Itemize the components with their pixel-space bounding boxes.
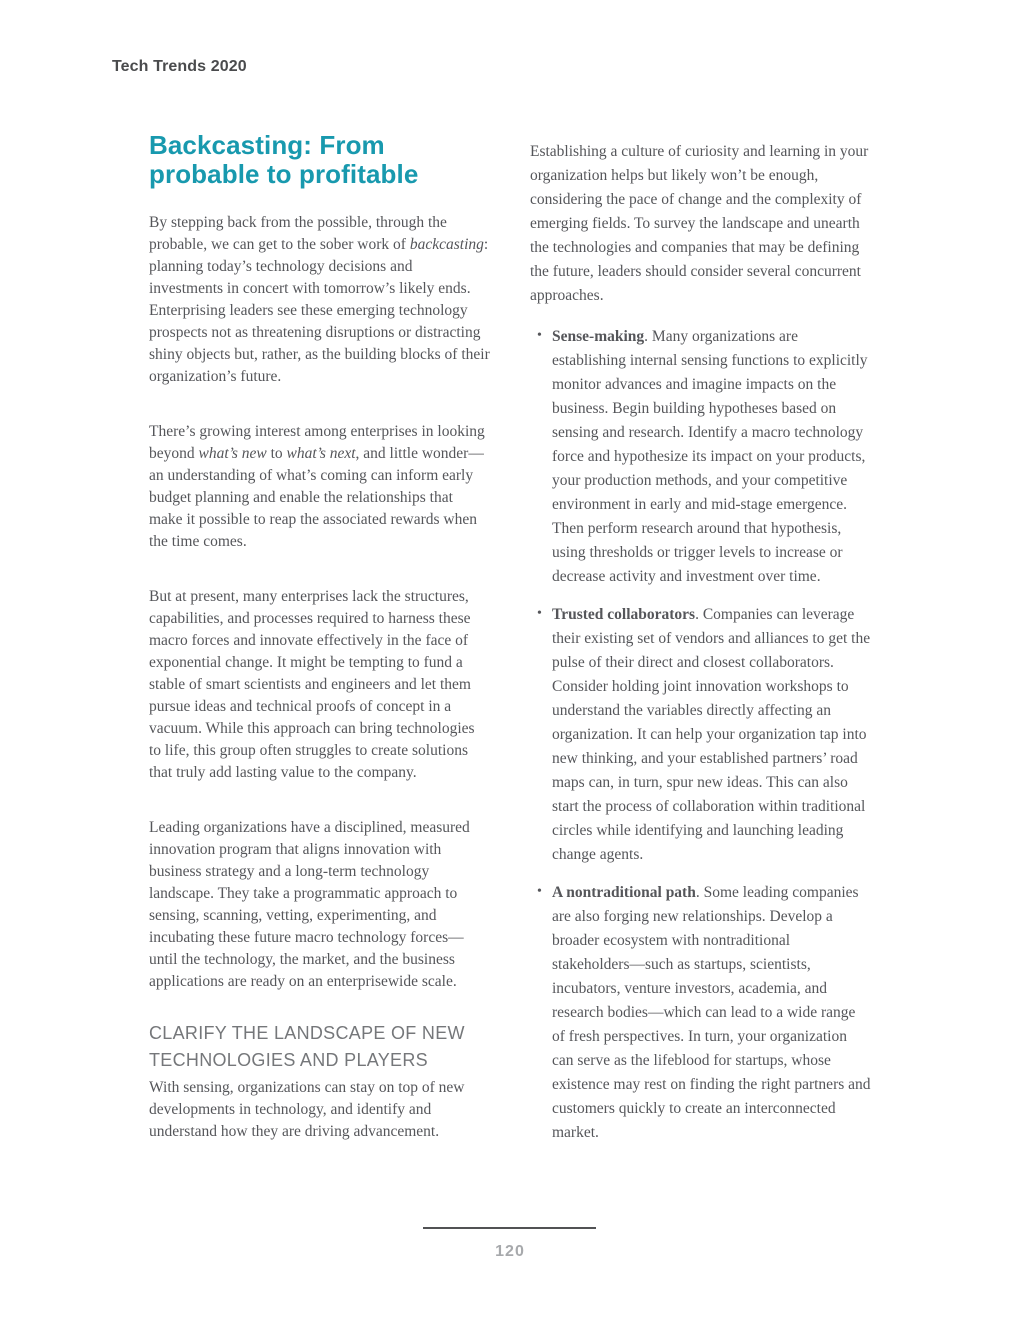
bullet-lead: Trusted collaborators — [552, 606, 696, 623]
paragraph-establishing-culture: Establishing a culture of curiosity and learning in your organization helps but likely won’t be enough, considering the pace of change and the complexity of emerging fields. To survey the landscape and unearth the technologies and companies that may be defining the future, leaders should consider several concurrent approaches. — [530, 143, 869, 304]
right-column — [530, 131, 871, 1145]
bullet-text: . Companies can leverage their existing set of vendors and alliances to get the pulse of their direct and closest collaborators. Consider holding joint innovation workshops to understand the variables directly affecting an organization. It can help your organization tap into new thinking, and your established partners’ road maps can, in turn, spur new ideas. This can also start the process of collaboration within traditional circles while identifying and launching leading change agents. — [552, 606, 871, 863]
bullet-text: . Some leading companies are also forging new relationships. Develop a broader ecosystem with nontraditional stakeholders—such as startups, scientists, incubators, venture investors, academia, and research bodies—which can lead to a wide range of fresh perspectives. In turn, your organization can serve as the lifeblood for startups, whose existence may rest on finding the right partners and customers quickly to create an interconnected market. — [552, 884, 871, 1141]
footer-divider — [423, 1227, 596, 1229]
paragraph-enterprises-lack: But at present, many enterprises lack the structures, capabilities, and processes required to harness these macro forces and innovate effectively in the face of exponential change. It might be tempting to fund a stable of smart scientists and engineers and let them pursue ideas and technical proofs of concept in a vacuum. While this approach can bring technologies to life, this group often struggles to create solutions that truly add lasting value to the company. — [149, 588, 475, 781]
page-number: 120 — [495, 1243, 525, 1260]
paragraph-leading-organizations: Leading organizations have a disciplined, measured innovation program that aligns innovation with business strategy and a long-term technology landscape. They take a programmatic approach to sensing, scanning, vetting, experimenting, and incubating these future macro technology forces—until the technology, the market, and the business applications are ready on an enterprisewide scale. — [149, 819, 470, 990]
section-subheading-clarify-landscape: CLARIFY THE LANDSCAPE OF NEW TECHNOLOGIES AND PLAYERS — [149, 1023, 465, 1070]
report-title-header: Tech Trends 2020 — [112, 58, 247, 75]
bullet-item-sense-making — [530, 325, 871, 589]
bullet-lead: A nontraditional path — [552, 884, 696, 901]
bullet-item-nontraditional-path — [530, 881, 871, 1145]
bullet-item-trusted-collaborators — [530, 603, 871, 867]
article-title: Backcasting: From probable to profitable — [149, 130, 419, 189]
approaches-bullet-list — [530, 325, 871, 1145]
paragraph-growing-interest: There’s growing interest among enterprises in looking beyond what’s new to what’s next, and little wonder—an understanding of what’s coming can inform early budget planning and enable the relationships that make it possible to reap the associated rewards when the time comes. — [149, 423, 485, 550]
bullet-text: . Many organizations are establishing internal sensing functions to explicitly monitor advances and imagine impacts on the business. Begin building hypotheses based on sensing and research. Identify a macro technology force and hypothesize its impact on your products, your production methods, and your competitive environment in early and mid-stage emergence. Then perform research around that hypothesis, using thresholds or trigger levels to increase or decrease activity and investment over time. — [552, 328, 868, 585]
paragraph-backcasting-intro: By stepping back from the possible, through the probable, we can get to the sober work of backcasting: planning today’s technology decisions and investments in concert with tomorrow’s likely ends. Enterprising leaders see these emerging technology prospects not as threatening disruptions or distracting shiny objects but, rather, as the building blocks of their organization’s future. — [149, 214, 490, 385]
paragraph-with-sensing: With sensing, organizations can stay on top of new developments in technology, and identify and understand how they are driving advancement. — [149, 1079, 465, 1140]
page-content — [149, 131, 871, 1145]
left-column — [149, 131, 490, 1145]
bullet-lead: Sense-making — [552, 328, 645, 345]
